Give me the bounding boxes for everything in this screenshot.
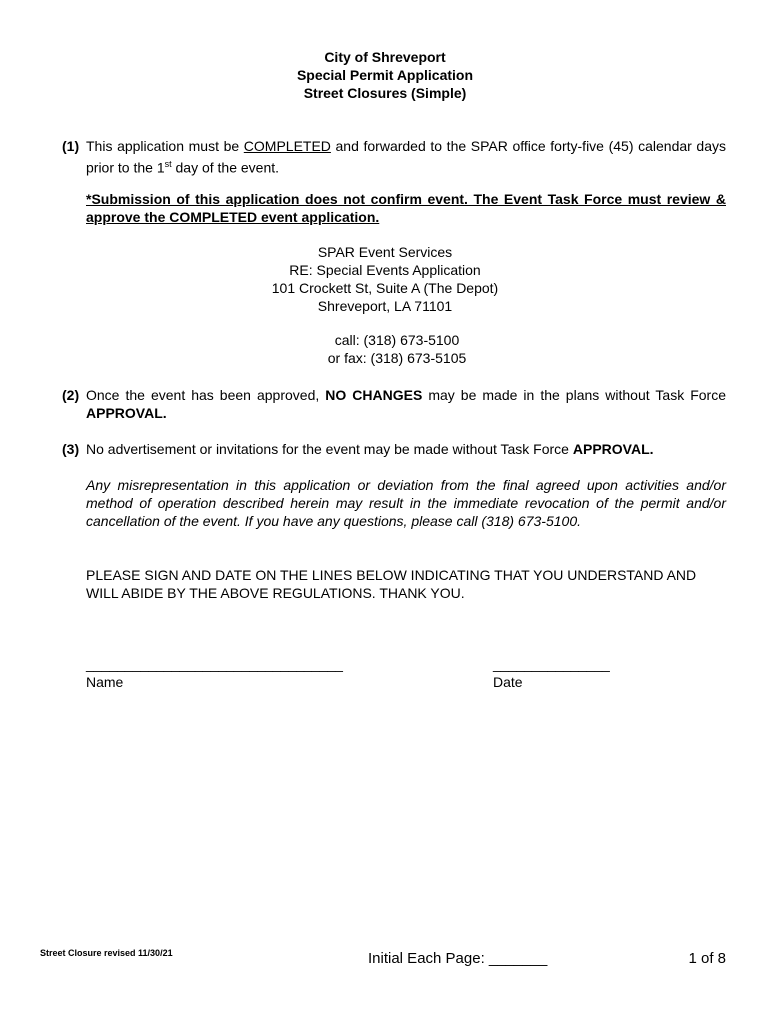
date-signature[interactable] — [493, 655, 610, 691]
fax-number: or fax: (318) 673-5105 — [327, 350, 467, 366]
city-title: City of Shreveport — [324, 49, 446, 65]
misrepresentation-warning: Any misrepresentation in this application or deviation from the final agreed upon activities and/or method of operation described herein may result in the immediate revocation of the permit and/or cancellation of the event. If you have any questions, please call (318) 673-5100. — [86, 477, 726, 529]
rule-3-text: No advertisement or invitations for the event may be made without Task Force APPROVAL. — [86, 441, 654, 457]
rule-3-number: (3) — [62, 441, 80, 457]
sign-instruction: PLEASE SIGN AND DATE ON THE LINES BELOW INDICATING THAT YOU UNDERSTAND AND WILL ABIDE BY THE ABOVE REGULATIONS. THANK YOU. — [86, 567, 697, 601]
address-line-3: 101 Crockett St, Suite A (The Depot) — [271, 280, 499, 296]
name-line[interactable]: _________________________________ — [86, 656, 343, 672]
address-line-2: RE: Special Events Application — [289, 262, 481, 278]
rule-1-number: (1) — [62, 138, 80, 154]
address-block — [0, 243, 770, 367]
revision-note: Street Closure revised 11/30/21 — [40, 948, 173, 958]
address-line-4: Shreveport, LA 71101 — [317, 298, 453, 314]
rule-1-text: This application must be COMPLETED and forwarded to the SPAR office forty-five (45) calendar days prior to the 1st day of the event. — [86, 138, 726, 176]
rule-3 — [62, 440, 726, 458]
rule-2 — [62, 386, 726, 422]
application-title: Special Permit Application — [296, 67, 474, 83]
page-number: 1 of 8 — [688, 950, 726, 967]
rule-2-number: (2) — [62, 387, 80, 403]
submission-note: *Submission of this application does not confirm event. The Event Task Force must review & approve the COMPLETED event application. — [86, 191, 726, 225]
rule-1 — [62, 137, 726, 177]
address-line-1: SPAR Event Services — [317, 244, 453, 260]
document-header — [0, 48, 770, 102]
name-signature[interactable] — [86, 655, 343, 691]
rule-2-text: Once the event has been approved, NO CHANGES may be made in the plans without Task Force APPROVAL. — [86, 387, 726, 421]
application-subtitle: Street Closures (Simple) — [303, 85, 467, 101]
initial-field[interactable]: Initial Each Page: _______ — [368, 950, 548, 967]
name-label: Name — [86, 674, 124, 690]
phone-number: call: (318) 673-5100 — [334, 332, 460, 348]
date-line[interactable]: _______________ — [493, 656, 610, 672]
completed-emphasis: COMPLETED — [243, 138, 331, 154]
date-label: Date — [493, 674, 523, 690]
